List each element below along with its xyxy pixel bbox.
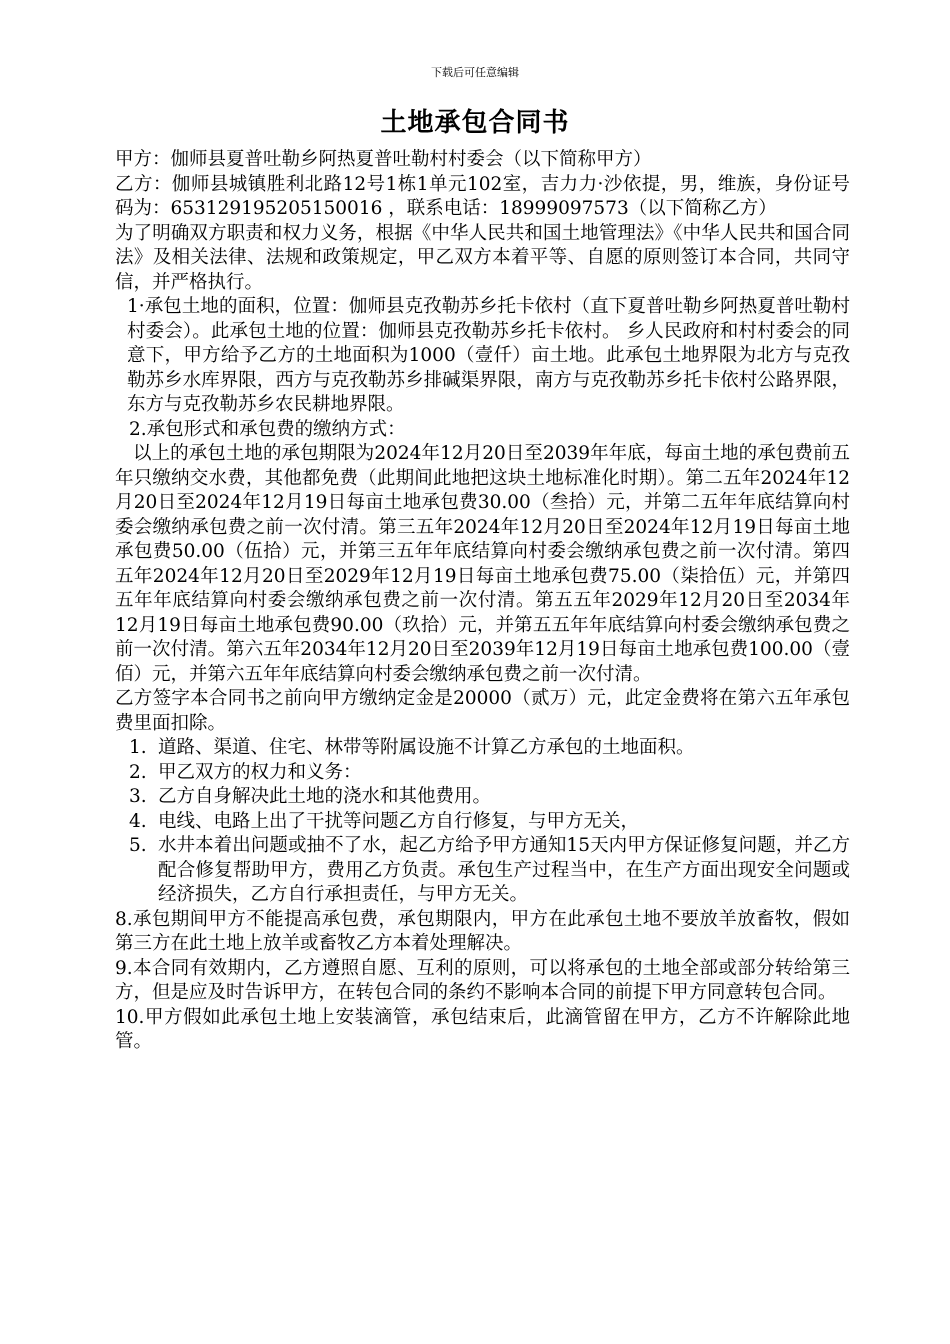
- list-item: [115, 761, 850, 786]
- page-title: 土地承包合同书: [380, 108, 570, 138]
- clause-2-body: 以上的承包土地的承包期限为2024年12月20日至2039年年底，每亩土地的承包费前五年只缴纳交水费，其他都免费（此期间此地把这块土地标准化时期）。第二五年2024年12月20日至2024年12月19日每亩土地承包费30.00（叁拾）元，并第二五年年底结算向村委会缴纳承包费之前一次付清。第三五年2024年12月20日至2024年12月19日每亩土地承包费50.00（伍拾）元，并第三五年年底结算向村委会缴纳承包费之前一次付清。第四五年2024年12月20日至2029年12月19日每亩土地承包费75.00（柒拾伍）元，并第四五年年底结算向村委会缴纳承包费之前一次付清。第五五年2029年12月20日至2034年12月19日每亩土地承包费90.00（玖拾）元，并第五五年年底结算向村委会缴纳承包费之前一次付清。第六五年2034年12月20日至2039年12月19日每亩土地承包费100.00（壹佰）元，并第六五年年底结算向村委会缴纳承包费之前一次付清。: [115, 443, 850, 685]
- party-b-line: 乙方：伽师县城镇胜利北路12号1栋1单元102室，吉力力·沙依提，男，维族，身份证号码为：653129195205150016 ，联系电话：18999097573（以下简称乙方）: [115, 173, 850, 219]
- list-item: [115, 834, 850, 908]
- list-item: [115, 736, 850, 761]
- contract-body: [115, 148, 850, 1055]
- header-note: 下载后可任意编辑: [431, 66, 519, 79]
- list-item-text: 甲乙双方的权力和义务：: [158, 761, 362, 783]
- list-item-text: 道路、渠道、住宅、林带等附属设施不计算乙方承包的土地面积。: [158, 737, 695, 758]
- deposit-paragraph: 乙方签字本合同书之前向甲方缴纳定金是20000（贰万）元，此定金费将在第六五年承包费里面扣除。: [115, 688, 850, 734]
- clause-8-paragraph: 8.承包期间甲方不能提高承包费，承包期限内，甲方在此承包土地不要放羊放畜牧，假如第三方在此土地上放羊或畜牧乙方本着处理解决。: [115, 908, 850, 954]
- list-item-number: 3.: [129, 786, 147, 807]
- list-item-text: 电线、电路上出了干扰等问题乙方自行修复，与甲方无关，: [158, 810, 640, 832]
- list-item-number: 5.: [129, 835, 147, 856]
- clause-2-heading: 2.承包形式和承包费的缴纳方式：: [129, 418, 406, 440]
- list-item-number: 4.: [129, 810, 147, 832]
- clause-10-paragraph: 10.甲方假如此承包土地上安装滴管，承包结束后，此滴管留在甲方，乙方不许解除此地管。: [115, 1006, 850, 1052]
- party-a-line: 甲方：伽师县夏普吐勒乡阿热夏普吐勒村村委会（以下简称甲方）: [115, 149, 652, 170]
- clause-9-paragraph: 9.本合同有效期内，乙方遵照自愿、互利的原则，可以将承包的土地全部或部分转给第三方，但是应及时告诉甲方，在转包合同的条约不影响本合同的前提下甲方同意转包合同。: [115, 957, 850, 1003]
- list-item: [115, 785, 850, 810]
- list-item-number: 1.: [129, 737, 147, 758]
- list-item: [115, 810, 850, 835]
- list-item-text: 水井本着出问题或抽不了水，起乙方给予甲方通知15天内甲方保证修复问题，并乙方配合修复帮助甲方，费用乙方负责。承包生产过程当中，在生产方面出现安全问题或经济损失，乙方自行承担责任，与甲方无关。: [158, 835, 850, 905]
- clause-1-paragraph: 1·承包土地的面积，位置：伽师县克孜勒苏乡托卡依村（直下夏普吐勒乡阿热夏普吐勒村村委会）。此承包土地的位置：伽师县克孜勒苏乡托卡依村。 乡人民政府和村村委会的同意下，甲方给予乙方的土地面积为1000（壹仟）亩土地。此承包土地界限为北方与克孜勒苏乡水库界限，西方与克孜勒苏乡排碱渠界限，南方与克孜勒苏乡托卡依村公路界限，东方与克孜勒苏乡农民耕地界限。: [127, 296, 850, 415]
- list-item-text: 乙方自身解决此土地的浇水和其他费用。: [158, 786, 492, 807]
- list-item-number: 2.: [129, 761, 147, 783]
- obligations-list: [115, 736, 850, 908]
- preamble-paragraph: 为了明确双方职责和权力义务，根据《中华人民共和国土地管理法》《中华人民共和国合同法》及相关法律、法规和政策规定，甲乙双方本着平等、自愿的原则签订本合同，共同守信，并严格执行。: [115, 222, 850, 293]
